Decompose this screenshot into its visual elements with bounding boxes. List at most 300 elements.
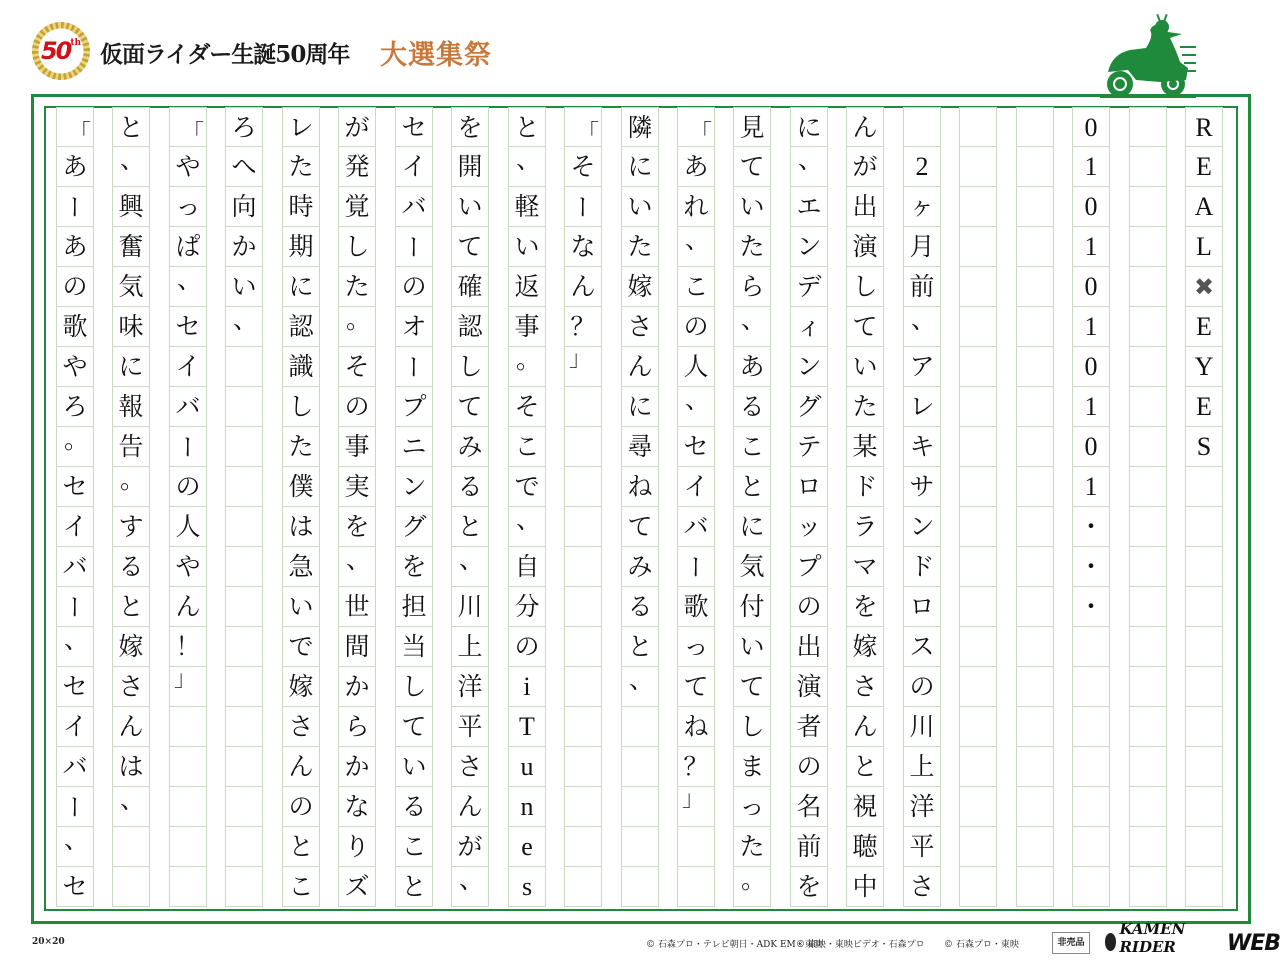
manuscript-cell: 告	[112, 427, 150, 467]
manuscript-cell: を	[395, 547, 433, 587]
manuscript-cell	[677, 867, 715, 907]
manuscript-cell: 返	[508, 267, 546, 307]
manuscript-cell: セ	[169, 307, 207, 347]
manuscript-column	[846, 107, 884, 907]
manuscript-column	[112, 107, 150, 907]
manuscript-cell: い	[395, 747, 433, 787]
manuscript-cell	[1016, 867, 1054, 907]
manuscript-cell: 、	[621, 667, 659, 707]
manuscript-cell: 。	[338, 307, 376, 347]
manuscript-cell: エ	[790, 187, 828, 227]
manuscript-cell	[112, 867, 150, 907]
manuscript-cell: 、	[225, 307, 263, 347]
manuscript-cell: ん	[451, 787, 489, 827]
manuscript-cell: 分	[508, 587, 546, 627]
manuscript-cell	[225, 587, 263, 627]
manuscript-cell: オ	[395, 307, 433, 347]
manuscript-cell: に	[282, 267, 320, 307]
manuscript-cell	[1016, 147, 1054, 187]
manuscript-cell: 認	[282, 307, 320, 347]
manuscript-cell: こ	[282, 867, 320, 907]
manuscript-cell: た	[282, 147, 320, 187]
manuscript-column	[621, 107, 659, 907]
manuscript-cell: や	[169, 147, 207, 187]
manuscript-cell: て	[846, 307, 884, 347]
manuscript-column	[1072, 107, 1110, 907]
manuscript-cell: E	[1185, 147, 1223, 187]
manuscript-cell	[959, 227, 997, 267]
manuscript-cell	[959, 187, 997, 227]
manuscript-cell: ー	[56, 587, 94, 627]
manuscript-cell: ン	[790, 227, 828, 267]
manuscript-cell: さ	[282, 707, 320, 747]
manuscript-cell	[225, 507, 263, 547]
manuscript-cell	[1016, 467, 1054, 507]
manuscript-cell: し	[451, 347, 489, 387]
manuscript-column	[451, 107, 489, 907]
manuscript-cell: や	[169, 547, 207, 587]
manuscript-cell: n	[508, 787, 546, 827]
manuscript-cell: 識	[282, 347, 320, 387]
manuscript-cell	[959, 347, 997, 387]
manuscript-cell: し	[282, 387, 320, 427]
manuscript-cell: ろ	[225, 107, 263, 147]
manuscript-cell: バ	[56, 747, 94, 787]
manuscript-column	[225, 107, 263, 907]
manuscript-cell	[959, 547, 997, 587]
manuscript-cell	[1072, 867, 1110, 907]
manuscript-column	[903, 107, 941, 907]
manuscript-cell: た	[733, 227, 771, 267]
manuscript-cell: い	[282, 587, 320, 627]
manuscript-cell: 付	[733, 587, 771, 627]
manuscript-cell: ロ	[903, 587, 941, 627]
manuscript-cell: ？	[677, 747, 715, 787]
manuscript-cell	[1185, 667, 1223, 707]
manuscript-cell	[564, 507, 602, 547]
manuscript-cell: と	[112, 107, 150, 147]
manuscript-cell: の	[169, 467, 207, 507]
manuscript-cell: し	[338, 227, 376, 267]
manuscript-cell	[1129, 627, 1167, 667]
manuscript-cell: 出	[846, 187, 884, 227]
manuscript-cell	[959, 507, 997, 547]
manuscript-cell	[1129, 307, 1167, 347]
manuscript-cell: 事	[508, 307, 546, 347]
manuscript-cell: 「	[677, 107, 715, 147]
manuscript-cell	[959, 707, 997, 747]
manuscript-cell: ら	[338, 707, 376, 747]
manuscript-cell: っ	[733, 787, 771, 827]
manuscript-column	[1016, 107, 1054, 907]
manuscript-column	[733, 107, 771, 907]
manuscript-cell	[1072, 707, 1110, 747]
manuscript-cell	[959, 627, 997, 667]
manuscript-cell: Y	[1185, 347, 1223, 387]
manuscript-cell: 視	[846, 787, 884, 827]
manuscript-cell: の	[56, 267, 94, 307]
manuscript-cell: い	[621, 187, 659, 227]
manuscript-cell	[225, 547, 263, 587]
manuscript-cell	[1016, 507, 1054, 547]
manuscript-cell: と	[846, 747, 884, 787]
manuscript-cell: で	[508, 467, 546, 507]
manuscript-cell: と	[508, 107, 546, 147]
manuscript-column	[395, 107, 433, 907]
manuscript-cell: R	[1185, 107, 1223, 147]
manuscript-cell: 人	[169, 507, 207, 547]
manuscript-cell: 0	[1072, 187, 1110, 227]
manuscript-cell: グ	[790, 387, 828, 427]
manuscript-cell: 。	[508, 347, 546, 387]
manuscript-cell	[621, 707, 659, 747]
manuscript-cell: 0	[1072, 427, 1110, 467]
copyright-3: © 石森プロ・東映	[944, 940, 1019, 950]
manuscript-cell: S	[1185, 427, 1223, 467]
manuscript-cell	[959, 747, 997, 787]
manuscript-cell: イ	[169, 347, 207, 387]
manuscript-column	[1185, 107, 1223, 907]
manuscript-cell: あ	[56, 147, 94, 187]
manuscript-cell: 歌	[56, 307, 94, 347]
manuscript-cell: 某	[846, 427, 884, 467]
manuscript-cell: は	[282, 507, 320, 547]
manuscript-cell: 開	[451, 147, 489, 187]
manuscript-cell	[1016, 747, 1054, 787]
manuscript-cell: ー	[169, 427, 207, 467]
manuscript-cell: ー	[395, 227, 433, 267]
manuscript-cell	[564, 867, 602, 907]
manuscript-cell: 実	[338, 467, 376, 507]
manuscript-cell: ー	[395, 347, 433, 387]
manuscript-cell: 出	[790, 627, 828, 667]
manuscript-cell: ？	[564, 307, 602, 347]
manuscript-cell: イ	[56, 707, 94, 747]
manuscript-cell: プ	[790, 547, 828, 587]
manuscript-cell	[1016, 787, 1054, 827]
manuscript-cell	[1129, 107, 1167, 147]
manuscript-cell: っ	[677, 627, 715, 667]
manuscript-cell: レ	[903, 387, 941, 427]
manuscript-cell: の	[282, 787, 320, 827]
manuscript-cell	[564, 427, 602, 467]
manuscript-cell: さ	[451, 747, 489, 787]
manuscript-cell: い	[733, 627, 771, 667]
manuscript-cell: さ	[112, 667, 150, 707]
manuscript-cell	[959, 147, 997, 187]
manuscript-cell: ー	[564, 187, 602, 227]
manuscript-cell	[1016, 587, 1054, 627]
manuscript-cell: が	[846, 147, 884, 187]
manuscript-cell: 、	[790, 147, 828, 187]
manuscript-cell	[1072, 787, 1110, 827]
manuscript-cell	[564, 547, 602, 587]
manuscript-cell: 歌	[677, 587, 715, 627]
manuscript-cell: 尋	[621, 427, 659, 467]
manuscript-cell: 、	[56, 627, 94, 667]
manuscript-cell: 2	[903, 147, 941, 187]
manuscript-cell: 認	[451, 307, 489, 347]
manuscript-cell: て	[733, 147, 771, 187]
manuscript-cell	[1072, 747, 1110, 787]
50th-anniversary-emblem-icon: 50 th	[32, 22, 90, 80]
manuscript-cell	[621, 747, 659, 787]
manuscript-cell: イ	[677, 467, 715, 507]
manuscript-cell: セ	[677, 427, 715, 467]
manuscript-cell: の	[790, 587, 828, 627]
manuscript-cell: バ	[56, 547, 94, 587]
manuscript-cell: 興	[112, 187, 150, 227]
manuscript-cell: の	[903, 667, 941, 707]
manuscript-cell: ん	[282, 747, 320, 787]
manuscript-cell: 、	[451, 867, 489, 907]
manuscript-cell: ら	[733, 267, 771, 307]
manuscript-cell: を	[338, 507, 376, 547]
manuscript-cell	[959, 387, 997, 427]
kamen-rider-web-logo[interactable]: KAMEN RIDER WEB	[1105, 928, 1280, 956]
manuscript-cell: ・	[1072, 587, 1110, 627]
manuscript-cell: 1	[1072, 467, 1110, 507]
manuscript-cell: 演	[790, 667, 828, 707]
manuscript-cell	[959, 787, 997, 827]
manuscript-cell: ん	[112, 707, 150, 747]
manuscript-cell	[1185, 827, 1223, 867]
manuscript-cell	[1185, 707, 1223, 747]
manuscript-cell: 、	[508, 147, 546, 187]
manuscript-cell: で	[282, 627, 320, 667]
manuscript-cell: さ	[846, 667, 884, 707]
manuscript-cell: 名	[790, 787, 828, 827]
manuscript-cell	[1016, 307, 1054, 347]
manuscript-cell: 嫁	[846, 627, 884, 667]
manuscript-cell: と	[112, 587, 150, 627]
kamen-rider-motorcycle-silhouette-icon	[1098, 10, 1198, 98]
manuscript-cell	[1185, 587, 1223, 627]
manuscript-cell: E	[1185, 307, 1223, 347]
manuscript-cell: 担	[395, 587, 433, 627]
manuscript-cell: し	[395, 667, 433, 707]
manuscript-cell: 、	[112, 787, 150, 827]
manuscript-cell: ・	[1072, 547, 1110, 587]
manuscript-cell: が	[451, 827, 489, 867]
manuscript-cell: て	[621, 507, 659, 547]
manuscript-cell: 、	[112, 147, 150, 187]
manuscript-cell	[169, 787, 207, 827]
manuscript-cell	[564, 827, 602, 867]
manuscript-cell	[1016, 547, 1054, 587]
manuscript-cell	[621, 827, 659, 867]
manuscript-column	[959, 107, 997, 907]
manuscript-cell: 月	[903, 227, 941, 267]
manuscript-cell: 、	[733, 307, 771, 347]
manuscript-cell: 上	[903, 747, 941, 787]
manuscript-cell: い	[225, 267, 263, 307]
manuscript-cell: ス	[903, 627, 941, 667]
manuscript-cell: や	[56, 347, 94, 387]
manuscript-column	[338, 107, 376, 907]
manuscript-cell: て	[395, 707, 433, 747]
manuscript-cell	[564, 387, 602, 427]
manuscript-cell: 川	[903, 707, 941, 747]
manuscript-cell: 発	[338, 147, 376, 187]
manuscript-cell: 聴	[846, 827, 884, 867]
manuscript-cell: 気	[733, 547, 771, 587]
manuscript-cell: ろ	[56, 387, 94, 427]
manuscript-cell: デ	[790, 267, 828, 307]
manuscript-cell	[1129, 787, 1167, 827]
manuscript-cell	[1129, 507, 1167, 547]
manuscript-cell: 0	[1072, 107, 1110, 147]
manuscript-cell: 上	[451, 627, 489, 667]
manuscript-cell	[169, 707, 207, 747]
manuscript-cell	[1129, 347, 1167, 387]
manuscript-cell: に	[621, 387, 659, 427]
manuscript-cell: な	[564, 227, 602, 267]
manuscript-cell	[1185, 787, 1223, 827]
page-header	[0, 0, 1280, 94]
manuscript-cell: ん	[846, 107, 884, 147]
manuscript-cell: 事	[338, 427, 376, 467]
manuscript-cell	[1129, 747, 1167, 787]
manuscript-cell: い	[508, 227, 546, 267]
manuscript-cell	[959, 267, 997, 307]
manuscript-cell: ィ	[790, 307, 828, 347]
manuscript-cell: を	[846, 587, 884, 627]
manuscript-cell: る	[733, 387, 771, 427]
manuscript-cell: の	[790, 747, 828, 787]
manuscript-cell	[1129, 587, 1167, 627]
manuscript-cell: 川	[451, 587, 489, 627]
manuscript-cell: 奮	[112, 227, 150, 267]
manuscript-cell	[1185, 747, 1223, 787]
manuscript-cell	[169, 867, 207, 907]
manuscript-cell: ド	[846, 467, 884, 507]
manuscript-cell: ー	[56, 187, 94, 227]
manuscript-cell: し	[733, 707, 771, 747]
manuscript-cell: し	[846, 267, 884, 307]
manuscript-column	[282, 107, 320, 907]
manuscript-cell: セ	[56, 467, 94, 507]
manuscript-cell: 。	[56, 427, 94, 467]
manuscript-cell: を	[451, 107, 489, 147]
manuscript-cell	[225, 387, 263, 427]
manuscript-cell: ね	[677, 707, 715, 747]
manuscript-cell: 」	[677, 787, 715, 827]
manuscript-cell	[959, 827, 997, 867]
manuscript-cell: 軽	[508, 187, 546, 227]
manuscript-cell: 自	[508, 547, 546, 587]
not-for-sale-badge: 非売品	[1052, 932, 1090, 954]
manuscript-cell	[1016, 187, 1054, 227]
manuscript-cell: ン	[903, 507, 941, 547]
manuscript-cell	[1129, 467, 1167, 507]
manuscript-cell: イ	[395, 147, 433, 187]
manuscript-cell: て	[451, 387, 489, 427]
manuscript-cell: こ	[677, 267, 715, 307]
manuscript-cell: 間	[338, 627, 376, 667]
manuscript-cell: i	[508, 667, 546, 707]
manuscript-cell: ニ	[395, 427, 433, 467]
manuscript-cell: ラ	[846, 507, 884, 547]
manuscript-cell: 0	[1072, 347, 1110, 387]
manuscript-cell	[1016, 707, 1054, 747]
manuscript-cell	[225, 347, 263, 387]
manuscript-cell: ぱ	[169, 227, 207, 267]
manuscript-cell: 、	[677, 387, 715, 427]
manuscript-cell: そ	[508, 387, 546, 427]
manuscript-cell: こ	[508, 427, 546, 467]
manuscript-cell: は	[112, 747, 150, 787]
manuscript-cell: ま	[733, 747, 771, 787]
manuscript-cell	[1016, 107, 1054, 147]
manuscript-cell: る	[395, 787, 433, 827]
manuscript-cell	[564, 747, 602, 787]
manuscript-cell: レ	[282, 107, 320, 147]
manuscript-cell: と	[395, 867, 433, 907]
manuscript-cell: ド	[903, 547, 941, 587]
manuscript-cell: が	[338, 107, 376, 147]
manuscript-cell	[1129, 267, 1167, 307]
manuscript-cell: 確	[451, 267, 489, 307]
manuscript-cell: セ	[395, 107, 433, 147]
manuscript-cell: 嫁	[112, 627, 150, 667]
manuscript-cell	[1016, 827, 1054, 867]
manuscript-cell: に	[621, 147, 659, 187]
manuscript-column	[564, 107, 602, 907]
event-title: 仮面ライダー生誕50周年	[100, 41, 350, 68]
manuscript-cell: あ	[733, 347, 771, 387]
manuscript-column	[508, 107, 546, 907]
manuscript-cell: い	[451, 187, 489, 227]
manuscript-cell: た	[338, 267, 376, 307]
manuscript-cell: あ	[677, 147, 715, 187]
manuscript-cell: マ	[846, 547, 884, 587]
manuscript-cell: 嫁	[621, 267, 659, 307]
manuscript-cell	[1185, 867, 1223, 907]
manuscript-cell: ッ	[790, 507, 828, 547]
manuscript-cell: L	[1185, 227, 1223, 267]
manuscript-cell: キ	[903, 427, 941, 467]
manuscript-cell: E	[1185, 387, 1223, 427]
manuscript-cell	[1185, 467, 1223, 507]
manuscript-cell	[959, 307, 997, 347]
manuscript-cell: た	[282, 427, 320, 467]
manuscript-cell	[1129, 227, 1167, 267]
manuscript-cell: 前	[903, 267, 941, 307]
manuscript-cell: ー	[56, 787, 94, 827]
manuscript-cell: グ	[395, 507, 433, 547]
manuscript-cell: ね	[621, 467, 659, 507]
manuscript-cell	[1016, 427, 1054, 467]
manuscript-cell	[169, 827, 207, 867]
manuscript-cell: 、	[451, 547, 489, 587]
manuscript-cell: た	[733, 827, 771, 867]
manuscript-cell: s	[508, 867, 546, 907]
manuscript-cell: り	[338, 827, 376, 867]
manuscript-cell: あ	[56, 227, 94, 267]
manuscript-cell: の	[677, 307, 715, 347]
manuscript-cell	[225, 667, 263, 707]
manuscript-cell: A	[1185, 187, 1223, 227]
manuscript-cell: 、	[508, 507, 546, 547]
manuscript-cell: 僕	[282, 467, 320, 507]
manuscript-cell: 中	[846, 867, 884, 907]
manuscript-cell: サ	[903, 467, 941, 507]
manuscript-cell: ん	[169, 587, 207, 627]
manuscript-cell: 0	[1072, 267, 1110, 307]
manuscript-cell	[677, 827, 715, 867]
manuscript-cell: と	[733, 467, 771, 507]
